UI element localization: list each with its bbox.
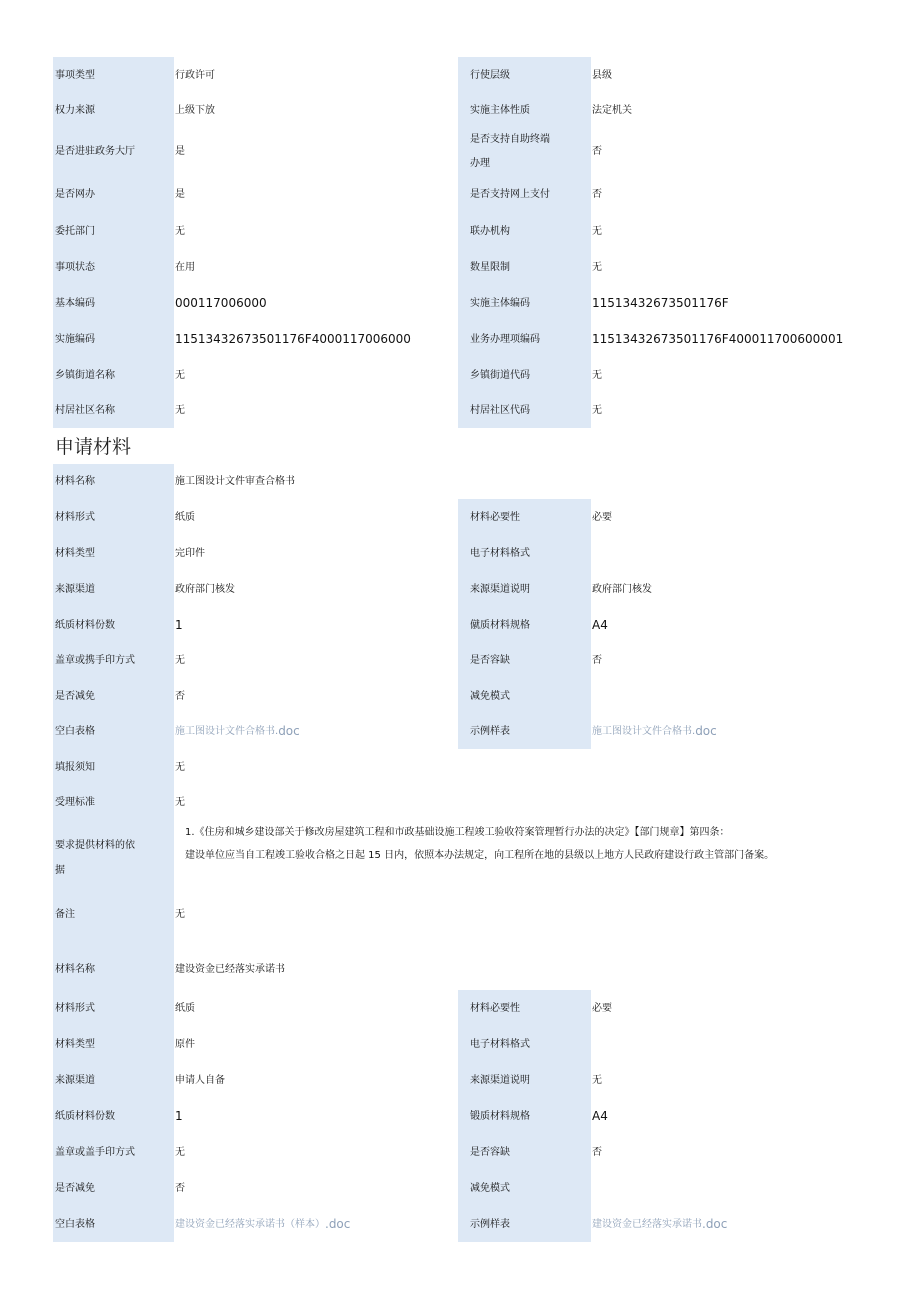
power-source-label: 权力来源 — [53, 93, 174, 128]
entrust-dept-label: 委托部门 — [53, 213, 174, 249]
m2-sample-link[interactable] — [592, 1206, 727, 1242]
entrust-dept-value: 无 — [175, 225, 185, 237]
m1-copies-label: 纸质材料份数 — [53, 607, 174, 643]
m1-blank-form-link[interactable] — [175, 714, 300, 749]
m2-exempt-mode-label: 减免模式 — [458, 1170, 591, 1206]
m1-blank-form-name: 施工图设计文件合格书. — [175, 726, 279, 737]
m1-eformat-label: 电子材料格式 — [458, 535, 591, 571]
m1-form-value: 纸质 — [175, 511, 195, 523]
m1-basis-label — [53, 819, 174, 896]
m2-type-value: 原件 — [175, 1038, 195, 1050]
subject-nature-value: 法定机关 — [592, 105, 632, 116]
m1-source-desc-label: 来源渠道说明 — [458, 571, 591, 607]
m1-criteria-value: 无 — [175, 796, 185, 808]
m2-exempt-label: 是否减免 — [53, 1170, 174, 1206]
m2-copies-label: 纸质材料份数 — [53, 1098, 174, 1134]
m1-exempt-value: 否 — [175, 690, 185, 702]
m1-seal-label: 盖章或携手印方式 — [53, 643, 174, 678]
m1-source-value: 政府部门核发 — [175, 583, 235, 595]
m2-required-label: 材料必要性 — [458, 990, 591, 1026]
m2-sample-label: 示例样表 — [458, 1206, 591, 1242]
m2-name-value: 建设资金已经落实承诺书 — [175, 963, 285, 975]
self-terminal-label-line1: 是否支持自助终端 — [470, 133, 550, 145]
m1-seal-value: 无 — [175, 655, 185, 666]
m1-criteria-label: 受理标准 — [53, 785, 174, 819]
subject-code-value: 11513432673501176F — [592, 295, 729, 310]
m1-blank-form-label: 空白表格 — [53, 714, 174, 749]
m1-sample-link[interactable] — [592, 714, 717, 749]
m1-type-label: 材料类型 — [53, 535, 174, 571]
m1-basis-line2: 建设单位应当自工程竣工验收合格之日起 15 日内，依照本办法规定，向工程所在地的县级以上地方人民政府建设行政主管部门备案。 — [185, 850, 775, 861]
star-limit-value: 无 — [592, 261, 602, 273]
item-type-label: 事项类型 — [53, 57, 174, 93]
self-terminal-label-line2: 办理 — [470, 157, 490, 169]
base-code-value: 000117006000 — [175, 295, 267, 310]
level-value: 县级 — [592, 69, 612, 81]
m2-source-label: 来源渠道 — [53, 1062, 174, 1098]
village-code-value: 无 — [592, 405, 602, 416]
m2-form-label: 材料形式 — [53, 990, 174, 1026]
joint-org-label: 联办机构 — [458, 213, 591, 249]
m2-sample-ext: .doc — [702, 1216, 728, 1231]
m1-basis-label-line2: 据 — [55, 864, 65, 876]
town-name-label: 乡镇街道名称 — [53, 357, 174, 393]
m1-spec-value: A4 — [592, 617, 608, 632]
subject-nature-label: 实施主体性质 — [458, 93, 591, 128]
m1-basis-text — [175, 826, 785, 872]
m2-required-value: 必要 — [592, 1002, 612, 1014]
m2-spec-value: A4 — [592, 1108, 608, 1123]
m1-source-desc-value: 政府部门核发 — [592, 583, 652, 595]
m1-name-value: 施工图设计文件审查合格书 — [175, 476, 295, 487]
impl-code-label: 实施编码 — [53, 321, 174, 357]
m2-exempt-value: 否 — [175, 1182, 185, 1194]
hall-label: 是否进驻政务大厅 — [53, 128, 174, 175]
m1-exempt-label: 是否减免 — [53, 678, 174, 714]
town-code-label: 乡镇街道代码 — [458, 357, 591, 393]
m1-remark-value: 无 — [175, 908, 185, 920]
town-code-value: 无 — [592, 369, 602, 381]
m1-tolerance-label: 是否容缺 — [458, 643, 591, 678]
m1-basis-line1: 1.《住房和城乡建设部关于修改房屋建筑工程和市政基础设施工程竣工验收符案管理暂行办法的决定》【部门规章】第四条： — [185, 827, 730, 838]
m2-source-value: 申请人自备 — [175, 1074, 225, 1086]
m1-required-value: 必要 — [592, 511, 612, 523]
village-name-value: 无 — [175, 405, 185, 416]
m2-source-desc-value: 无 — [592, 1074, 602, 1086]
biz-code-value: 11513432673501176F400011700600001 — [592, 331, 844, 346]
m1-spec-label: 僦质材料规格 — [458, 607, 591, 643]
town-name-value: 无 — [175, 369, 185, 381]
joint-org-value: 无 — [592, 225, 602, 237]
m2-seal-value: 无 — [175, 1146, 185, 1158]
m2-sample-name: 建设资金已经落实承诺书 — [592, 1218, 702, 1230]
m1-exempt-mode-label: 减免模式 — [458, 678, 591, 714]
m2-blank-form-label: 空白表格 — [53, 1206, 174, 1242]
online-pay-label: 是否支持网上支付 — [458, 175, 591, 213]
m2-source-desc-label: 来源渠道说明 — [458, 1062, 591, 1098]
m1-sample-name: 施工图设计文件合格书. — [592, 726, 696, 737]
m1-blank-form-ext: doc — [278, 724, 300, 738]
m2-tolerance-value: 否 — [592, 1146, 602, 1158]
m2-copies-value: 1 — [175, 1108, 183, 1123]
m1-spacer — [53, 932, 174, 948]
village-name-label: 村居社区名称 — [53, 393, 174, 428]
star-limit-label: 数星限制 — [458, 249, 591, 285]
m1-remark-label: 备注 — [53, 896, 174, 932]
biz-code-label: 业务办理项编码 — [458, 321, 591, 357]
level-label: 行使层级 — [458, 57, 591, 93]
m2-name-label: 材料名称 — [53, 948, 174, 990]
online-pay-value: 否 — [592, 188, 602, 200]
m1-type-value: 完印件 — [175, 547, 205, 559]
m1-notice-label: 填报须知 — [53, 749, 174, 785]
m2-blank-form-link[interactable] — [175, 1206, 350, 1242]
m1-notice-value: 无 — [175, 761, 185, 773]
base-code-label: 基本编码 — [53, 285, 174, 321]
m1-required-label: 材料必要性 — [458, 499, 591, 535]
status-value: 在用 — [175, 261, 195, 273]
self-terminal-label — [458, 128, 591, 175]
m2-blank-form-name: 建设资金已经落实承诺书（样本） — [175, 1218, 325, 1230]
m1-source-label: 来源渠道 — [53, 571, 174, 607]
m1-form-label: 材料形式 — [53, 499, 174, 535]
power-source-value: 上级下放 — [175, 105, 215, 116]
m2-seal-label: 盖章或盖手印方式 — [53, 1134, 174, 1170]
m1-basis-label-line1: 要求提供材料的依 — [55, 839, 135, 851]
m2-form-value: 纸质 — [175, 1002, 195, 1014]
online-value: 是 — [175, 188, 185, 200]
m2-type-label: 材料类型 — [53, 1026, 174, 1062]
m1-tolerance-value: 否 — [592, 655, 602, 666]
m1-sample-label: 示例样表 — [458, 714, 591, 749]
m2-tolerance-label: 是否容缺 — [458, 1134, 591, 1170]
village-code-label: 村居社区代码 — [458, 393, 591, 428]
m2-eformat-label: 电子材料格式 — [458, 1026, 591, 1062]
self-terminal-value: 否 — [592, 146, 602, 157]
m1-name-label: 材料名称 — [53, 464, 174, 499]
m2-blank-form-ext: .doc — [325, 1216, 351, 1231]
item-type-value: 行政许可 — [175, 69, 215, 81]
m1-sample-ext: doc — [695, 724, 717, 738]
m1-copies-value: 1 — [175, 617, 183, 632]
hall-value: 是 — [175, 146, 185, 157]
m2-spec-label: 锻质材料规格 — [458, 1098, 591, 1134]
impl-code-value: 11513432673501176F4000117006000 — [175, 331, 411, 346]
subject-code-label: 实施主体编码 — [458, 285, 591, 321]
online-label: 是否网办 — [53, 175, 174, 213]
materials-section-title: 申请材料 — [55, 436, 132, 458]
status-label: 事项状态 — [53, 249, 174, 285]
